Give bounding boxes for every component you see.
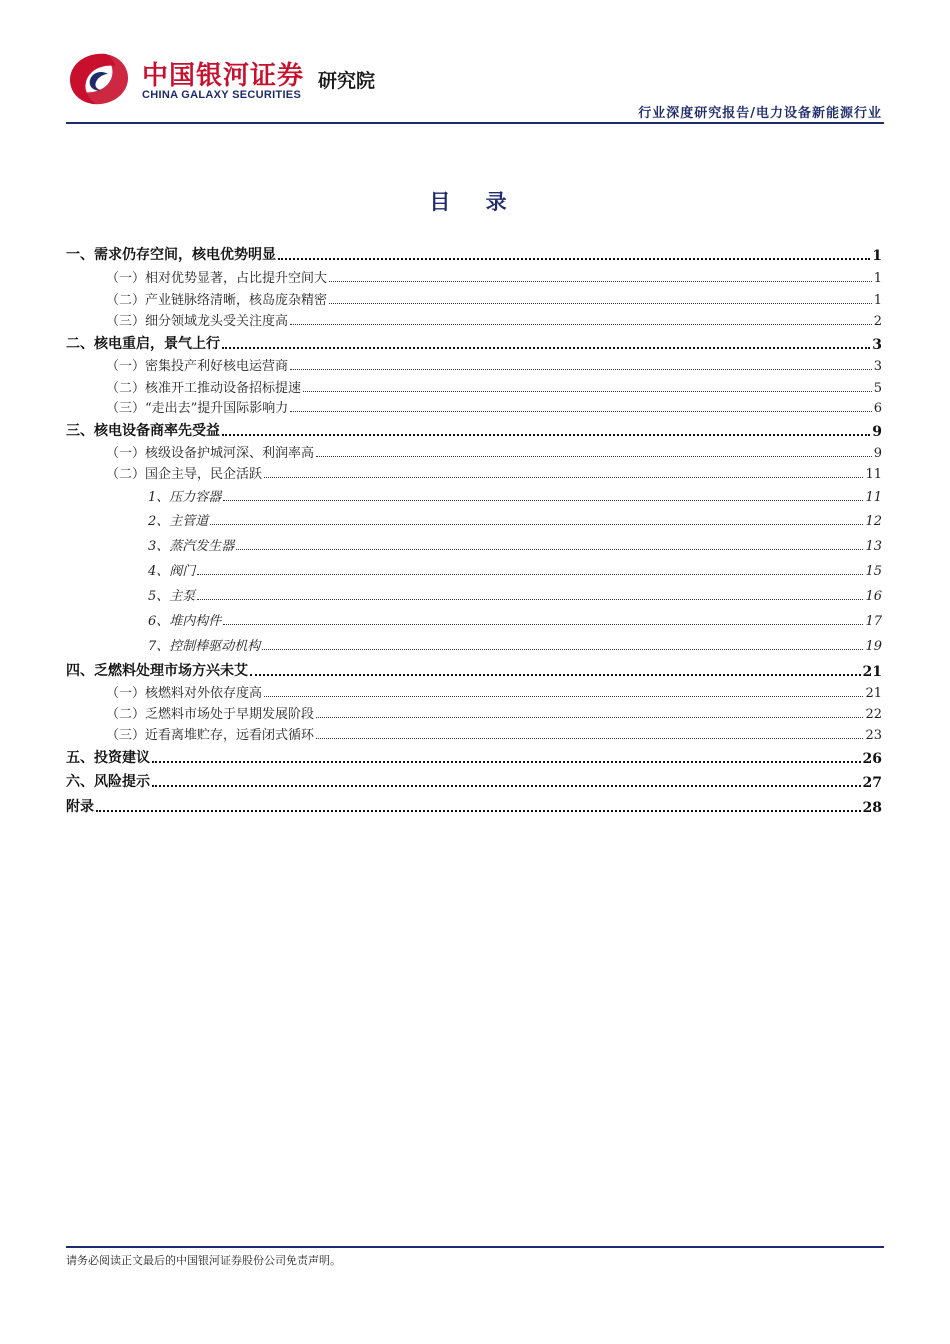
toc-entry-label: （三）“走出去”提升国际影响力 <box>106 401 289 416</box>
dot-leader <box>316 716 863 718</box>
toc-entry-level2[interactable] <box>66 682 882 701</box>
dot-leader <box>264 476 863 478</box>
toc-entry-label: 1、压力容器 <box>148 490 222 505</box>
toc-entry-level1[interactable] <box>66 660 882 680</box>
toc-entry-label: 一、需求仍存空间，核电优势明显 <box>66 247 276 263</box>
toc-entry-label: 二、核电重启，景气上行 <box>66 336 220 352</box>
toc-entry-level2[interactable] <box>66 377 882 396</box>
toc-entry-level1[interactable] <box>66 420 882 440</box>
dot-leader <box>329 302 872 304</box>
toc-entry-page-number: 23 <box>865 728 882 743</box>
toc-entry-label: （二）国企主导，民企活跃 <box>106 467 263 482</box>
toc-entry-page-number: 22 <box>865 707 882 722</box>
institute-name: 研究院 <box>318 70 376 92</box>
dot-leader <box>236 548 863 550</box>
toc-entry-label: 三、核电设备商率先受益 <box>66 423 220 439</box>
toc-entry-label: （一）核级设备护城河深、利润率高 <box>106 446 315 461</box>
dot-leader <box>222 346 870 349</box>
dot-leader <box>264 695 863 697</box>
report-type: 行业深度研究报告/电力设备新能源行业 <box>638 106 882 121</box>
footer-divider <box>66 1246 884 1248</box>
galaxy-logo-icon <box>66 50 132 108</box>
dot-leader <box>152 760 861 763</box>
toc-entry-page-number: 17 <box>865 614 882 629</box>
toc-entry-label: （一）相对优势显著，占比提升空间大 <box>106 271 328 286</box>
toc-entry-page-number: 1 <box>873 271 882 286</box>
toc-entry-level1[interactable] <box>66 747 882 767</box>
toc-entry-level2[interactable] <box>66 703 882 722</box>
toc-entry-page-number: 28 <box>862 800 882 816</box>
dot-leader <box>290 410 871 412</box>
toc-title: 目 录 <box>429 190 521 214</box>
toc-entry-label: 5、主泵 <box>148 589 196 604</box>
dot-leader <box>197 598 863 600</box>
toc-entry-label: 五、投资建议 <box>66 750 150 766</box>
toc-entry-page-number: 11 <box>865 490 882 505</box>
toc-entry-label: （二）产业链脉络清晰，核岛庞杂精密 <box>106 293 328 308</box>
toc-entry-level2[interactable] <box>66 442 882 461</box>
toc-entry-page-number: 9 <box>872 424 882 440</box>
toc-entry-page-number: 15 <box>865 564 882 579</box>
toc-entry-page-number: 3 <box>872 337 882 353</box>
toc-entry-level2[interactable] <box>66 397 882 416</box>
dot-leader <box>152 784 861 787</box>
toc-entry-level2[interactable] <box>66 724 882 743</box>
toc-entry-level3[interactable] <box>66 585 882 604</box>
toc-entry-level1[interactable] <box>66 244 882 264</box>
toc-entry-level3[interactable] <box>66 510 882 529</box>
toc-entry-label: （三）近看离堆贮存，远看闭式循环 <box>106 728 315 743</box>
dot-leader <box>222 433 870 436</box>
toc-entry-page-number: 27 <box>862 775 882 791</box>
dot-leader <box>262 648 863 650</box>
toc-entry-page-number: 12 <box>865 514 882 529</box>
toc-entry-level3[interactable] <box>66 486 882 505</box>
toc-entry-level3[interactable] <box>66 560 882 579</box>
dot-leader <box>223 623 863 625</box>
logo-english-name: CHINA GALAXY SECURITIES <box>142 89 302 101</box>
dot-leader <box>316 455 872 457</box>
toc-entry-label: （三）细分领域龙头受关注度高 <box>106 314 289 329</box>
toc-entry-level1[interactable] <box>66 796 882 816</box>
toc-entry-level1[interactable] <box>66 771 882 791</box>
dot-leader <box>290 323 872 325</box>
dot-leader <box>210 523 863 525</box>
toc-entry-label: （一）密集投产利好核电运营商 <box>106 359 289 374</box>
toc-entry-page-number: 21 <box>862 664 882 680</box>
toc-entry-label: 7、控制棒驱动机构 <box>148 639 261 654</box>
toc-entry-page-number: 11 <box>865 467 882 482</box>
dot-leader <box>290 368 872 370</box>
header-divider <box>66 122 884 124</box>
toc-entry-page-number: 3 <box>873 359 882 374</box>
toc-entry-label: 六、风险提示 <box>66 774 150 790</box>
toc-entry-level2[interactable] <box>66 267 882 286</box>
dot-leader <box>316 737 863 739</box>
toc-entry-level1[interactable] <box>66 333 882 353</box>
toc-entry-page-number: 2 <box>873 314 882 329</box>
toc-entry-label: 附录 <box>66 799 94 815</box>
toc-entry-label: 6、堆内构件 <box>148 614 222 629</box>
dot-leader <box>197 573 863 575</box>
logo-chinese-name: 中国银河证券 <box>142 61 305 91</box>
toc-entry-page-number: 19 <box>865 639 882 654</box>
toc-entry-level2[interactable] <box>66 463 882 482</box>
toc-entry-level2[interactable] <box>66 355 882 374</box>
dot-leader <box>96 809 861 812</box>
dot-leader <box>278 257 870 260</box>
toc-entry-level3[interactable] <box>66 535 882 554</box>
dot-leader <box>303 390 872 392</box>
toc-entry-label: 4、阀门 <box>148 564 196 579</box>
page-header <box>0 0 950 126</box>
toc-entry-page-number: 13 <box>865 539 882 554</box>
toc-entry-page-number: 26 <box>862 751 882 767</box>
footer-disclaimer: 请务必阅读正文最后的中国银河证券股份公司免责声明。 <box>66 1254 341 1267</box>
toc-entry-page-number: 9 <box>873 446 882 461</box>
toc-entry-label: （二）乏燃料市场处于早期发展阶段 <box>106 707 315 722</box>
toc-entry-page-number: 16 <box>865 589 882 604</box>
toc-entry-page-number: 21 <box>865 686 882 701</box>
toc-entry-page-number: 1 <box>873 293 882 308</box>
toc-entry-page-number: 6 <box>873 401 882 416</box>
toc-entry-label: （一）核燃料对外依存度高 <box>106 686 263 701</box>
toc-entry-level2[interactable] <box>66 289 882 308</box>
toc-entry-level2[interactable] <box>66 310 882 329</box>
toc-entry-page-number: 5 <box>873 381 882 396</box>
dot-leader <box>329 280 872 282</box>
toc-entry-label: 四、乏燃料处理市场方兴未艾 <box>66 663 248 679</box>
dot-leader <box>223 499 863 501</box>
toc-entry-label: 3、蒸汽发生器 <box>148 539 235 554</box>
toc-entry-level3[interactable] <box>66 635 882 654</box>
dot-leader <box>250 673 861 676</box>
toc-entry-page-number: 1 <box>872 248 882 264</box>
toc-entry-label: （二）核准开工推动设备招标提速 <box>106 381 302 396</box>
toc-entry-level3[interactable] <box>66 610 882 629</box>
toc-entry-label: 2、主管道 <box>148 514 209 529</box>
